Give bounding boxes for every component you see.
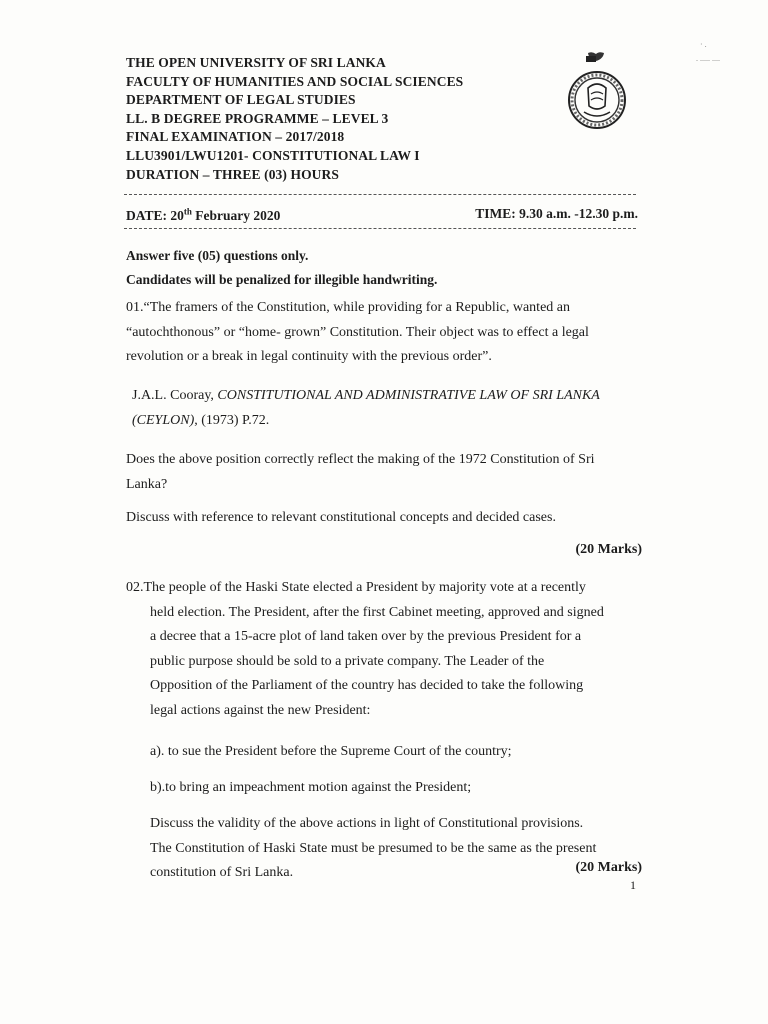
question-2-marks: (20 Marks) xyxy=(575,860,642,875)
exam-time: TIME: 9.30 a.m. -12.30 p.m. xyxy=(475,206,638,221)
page-number: 1 xyxy=(630,878,636,892)
scan-speck: . ..... .... xyxy=(696,54,720,63)
programme-name: LL. B DEGREE PROGRAMME – LEVEL 3 xyxy=(126,110,389,126)
question-2-discuss: Discuss the validity of the above actions in light of Constitutional provisions. The Constitution of Haski State must be presumed to be the same as the present constitution of Sri Lanka. xyxy=(150,816,597,880)
exam-duration: DURATION – THREE (03) HOURS xyxy=(126,166,339,182)
exam-header xyxy=(126,54,463,184)
question-1-citation: J.A.L. Cooray, CONSTITUTIONAL AND ADMINISTRATIVE LAW OF SRI LANKA (CEYLON), (1973) P.72. xyxy=(132,388,600,428)
question-1-discuss: Discuss with reference to relevant constitutional concepts and decided cases. xyxy=(126,510,556,525)
question-2-item-a: a). to sue the President before the Supreme Court of the country; xyxy=(150,744,512,759)
dashed-divider-top xyxy=(124,194,636,195)
course-code: LLU3901/LWU1201- CONSTITUTIONAL LAW I xyxy=(126,147,420,163)
instruction-answer: Answer five (05) questions only. xyxy=(126,248,309,263)
exam-name: FINAL EXAMINATION – 2017/2018 xyxy=(126,129,345,145)
university-name: THE OPEN UNIVERSITY OF SRI LANKA xyxy=(126,55,386,70)
question-1-marks: (20 Marks) xyxy=(575,542,642,557)
question-2-text: 02.The people of the Haski State elected a President by majority vote at a recently held election. The President, after the first Cabinet meeting, approved and signed a decree that a 15-acre plot of land taken over by the previous President for a public purpose should be sold to a private company. The Leader of the Opposition of the Parliament of the country has decided to take the following legal actions against the new President: xyxy=(126,580,604,718)
question-1-quote: 01.“The framers of the Constitution, while providing for a Republic, wanted an “autochthonous” or “home- grown” Constitution. Their object was to effect a legal revolution or a break in legal continuity with the previous order”. xyxy=(126,300,589,364)
department-name: DEPARTMENT OF LEGAL STUDIES xyxy=(126,92,356,108)
question-2-item-b: b).to bring an impeachment motion against the President; xyxy=(150,780,472,795)
instruction-handwriting: Candidates will be penalized for illegible handwriting. xyxy=(126,272,438,287)
faculty-name: FACULTY OF HUMANITIES AND SOCIAL SCIENCES xyxy=(126,73,464,89)
date-time-row xyxy=(126,206,638,224)
question-1-prompt: Does the above position correctly reflect the making of the 1972 Constitution of Sri Lanka? xyxy=(126,452,595,492)
dashed-divider-bottom xyxy=(124,228,636,229)
scan-speck: · . xyxy=(700,40,707,49)
university-crest-logo xyxy=(566,50,628,134)
exam-date: DATE: 20th February 2020 xyxy=(126,206,281,223)
